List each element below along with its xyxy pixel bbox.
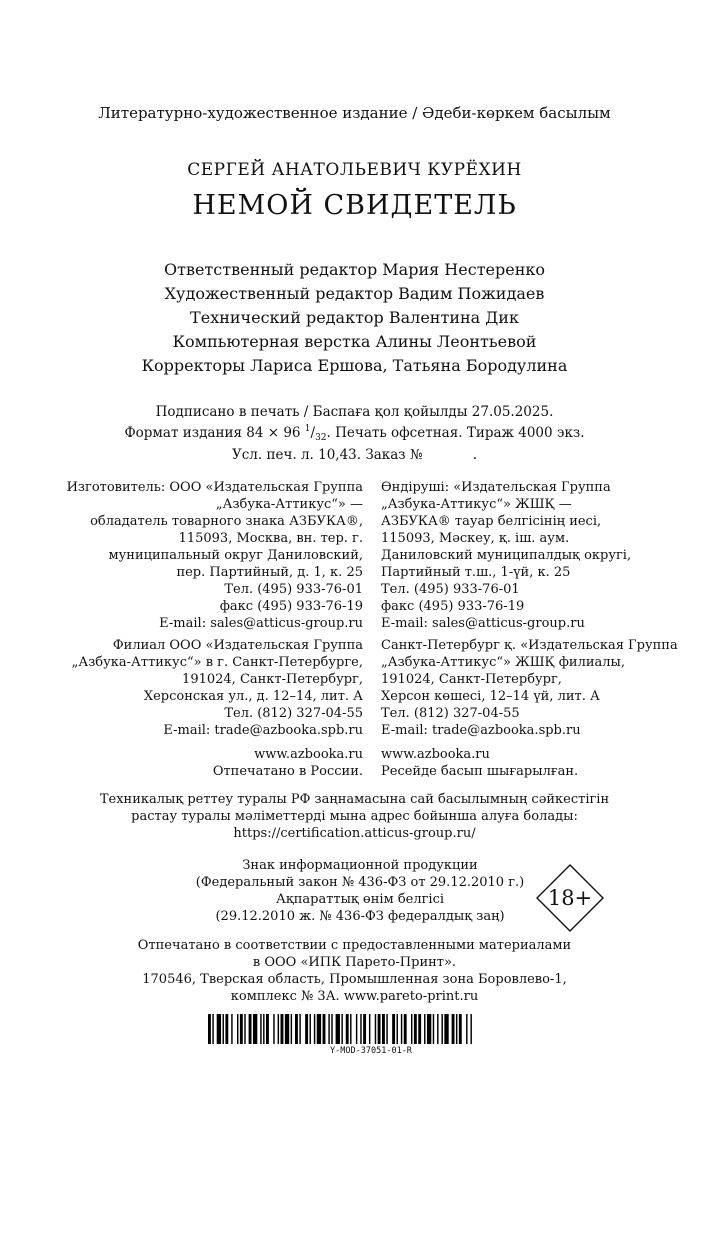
printer-line: 170546, Тверская область, Промышленная зона Боровлево-1,: [142, 972, 567, 987]
manufacturer-kz-line: 115093, Мәскеу, қ. іш. аум.: [381, 531, 570, 546]
barcode-bar: [437, 1014, 438, 1044]
barcode-bar: [244, 1014, 245, 1044]
barcode-bar: [281, 1014, 284, 1044]
barcode-bar: [299, 1014, 300, 1044]
barcode-bar: [237, 1014, 238, 1044]
barcode-bar: [249, 1014, 252, 1044]
web-kz: [381, 746, 578, 780]
branch-kz: [381, 637, 678, 739]
manufacturer-kz-line: Даниловский муниципалдық округі,: [381, 548, 632, 563]
info-line: (29.12.2010 ж. № 436-ФЗ федералдық заң): [215, 909, 505, 924]
barcode-bar: [231, 1014, 232, 1044]
manufacturer-ru-line: факс (495) 933-76-19: [219, 599, 363, 614]
info-product-block: [150, 857, 570, 925]
barcode-bar: [341, 1014, 342, 1044]
barcode-bar: [459, 1014, 462, 1044]
manufacturer-kz-line: „Азбука-Аттикус“» ЖШҚ —: [381, 497, 572, 512]
credit-line: Технический редактор Валентина Дик: [190, 308, 519, 327]
barcode-bar: [386, 1014, 387, 1044]
branch-kz-line: Херсон көшесі, 12–14 үй, лит. А: [381, 689, 600, 704]
barcode-bar: [273, 1014, 274, 1044]
printer-line: Отпечатано в соответствии с предоставленными материалами: [137, 938, 572, 953]
age-rating: 18+: [547, 886, 593, 910]
credit-line: Корректоры Лариса Ершова, Татьяна Бородулина: [141, 356, 568, 375]
barcode-bar: [305, 1014, 308, 1044]
barcode-bar: [295, 1014, 298, 1044]
printing-info: [0, 404, 709, 464]
barcode-bar: [266, 1014, 269, 1044]
manufacturer-ru-line: „Азбука-Аттикус“» —: [215, 497, 363, 512]
book-title: НЕМОЙ СВИДЕТЕЛЬ: [192, 190, 517, 221]
barcode-bar: [285, 1014, 289, 1044]
info-line: Знак информационной продукции: [242, 858, 478, 873]
barcode-bar: [328, 1014, 329, 1044]
barcode-bar: [208, 1014, 211, 1044]
conditional-text: Усл. печ. л. 10,43. Заказ №: [231, 447, 423, 463]
barcode-bar: [401, 1014, 402, 1044]
barcode-bar: [375, 1014, 376, 1044]
barcode-bar: [369, 1014, 370, 1044]
barcode-bar: [346, 1014, 349, 1044]
barcode-bar: [212, 1014, 213, 1044]
info-line: (Федеральный закон № 436-ФЗ от 29.12.2010 г.): [195, 875, 525, 890]
website-link-kz[interactable]: www.azbooka.ru: [381, 747, 490, 762]
manufacturer-ru-line: муниципальный округ Даниловский,: [108, 548, 363, 563]
barcode-bar: [414, 1014, 417, 1044]
credit-line: Ответственный редактор Мария Нестеренко: [163, 260, 546, 279]
barcode-bar: [310, 1014, 311, 1044]
barcode-bar: [424, 1014, 425, 1044]
format-line: Формат издания 84 × 96 $^1/_{32}$. Печать офсетная. Тираж 4000 экз.: [124, 424, 585, 443]
branch-ru: [72, 637, 363, 739]
credit-line: Компьютерная верстка Алины Леонтьевой: [172, 332, 537, 351]
barcode-bar: [217, 1014, 221, 1044]
manufacturer-ru-line: 115093, Москва, вн. тер. г.: [178, 531, 363, 546]
barcode-bar: [356, 1014, 357, 1044]
barcode-bar: [278, 1014, 279, 1044]
branch-ru-line: Тел. (812) 327-04-55: [224, 706, 363, 721]
barcode-bar: [240, 1014, 243, 1044]
tech-regulation: [0, 791, 709, 842]
certification-link[interactable]: https://certification.atticus-group.ru/: [233, 826, 476, 841]
barcode-bar: [427, 1014, 431, 1044]
barcode-bar: [392, 1014, 395, 1044]
format-pre: Формат издания 84 × 96: [124, 425, 301, 441]
genre-line: Литературно-художественное издание / Әдеби-көркем басылым: [98, 104, 611, 122]
barcode-bar: [444, 1014, 448, 1044]
manufacturer-ru-line: пер. Партийный, д. 1, к. 25: [176, 565, 363, 580]
manufacturer-ru-line: обладатель товарного знака АЗБУКА®,: [90, 514, 363, 529]
barcode-bar: [456, 1014, 457, 1044]
branch-ru-line: Филиал ООО «Издательская Группа: [112, 638, 363, 653]
format-denominator: 32: [315, 433, 327, 443]
barcode-bar: [397, 1014, 398, 1044]
tech-line: растау туралы мәліметтерді мына адрес бойынша алуға болады:: [131, 809, 578, 824]
credit-line: Художественный редактор Вадим Пожидаев: [164, 284, 545, 303]
barcode-bar: [263, 1014, 264, 1044]
printed-in-ru: Отпечатано в России.: [212, 764, 363, 779]
printed-in-kz: Ресейде басып шығарылған.: [381, 764, 579, 779]
author-name: СЕРГЕЙ АНАТОЛЬЕВИЧ КУРЁХИН: [187, 160, 522, 180]
signed-line: Подписано в печать / Баспаға қол қойылды 27.05.2025.: [155, 404, 554, 420]
printer-line: комплекс № 3А. www.pareto-print.ru: [230, 989, 479, 1004]
manufacturer-kz-line: Өндіруші: «Издательская Группа: [381, 480, 611, 495]
branch-kz-line: 191024, Санкт-Петербург,: [381, 672, 562, 687]
barcode-bar: [404, 1014, 407, 1044]
branch-kz-line: E-mail: trade@azbooka.spb.ru: [381, 723, 581, 738]
manufacturer-kz-line: Тел. (495) 933-76-01: [381, 582, 520, 597]
branch-ru-line: 191024, Санкт-Петербург,: [182, 672, 363, 687]
barcode-bar: [363, 1014, 366, 1044]
printer-block: [0, 937, 709, 1005]
conditional-line: [0, 447, 709, 464]
barcode-code: Y-MOD-37051-01-R: [330, 1046, 412, 1056]
conditional-end: .: [472, 447, 478, 463]
barcode-bar: [336, 1014, 340, 1044]
branch-kz-line: „Азбука-Аттикус“» ЖШҚ филиалы,: [381, 655, 625, 670]
manufacturer-ru-line: E-mail: sales@atticus-group.ru: [159, 616, 363, 631]
manufacturer-ru-line: Изготовитель: ООО «Издательская Группа: [66, 480, 363, 495]
barcode-bar: [466, 1014, 467, 1044]
barcode-bar: [225, 1014, 228, 1044]
tech-line: Техникалық реттеу туралы РФ заңнамасына сай басылымның сәйкестігін: [99, 792, 610, 807]
manufacturer-ru-line: Тел. (495) 933-76-01: [224, 582, 363, 597]
barcode-bar: [331, 1014, 332, 1044]
barcode-bar: [470, 1014, 471, 1044]
manufacturer-ru: [67, 479, 363, 632]
barcode-bar: [418, 1014, 421, 1044]
info-line: Ақпараттық өнім белгісі: [275, 892, 445, 907]
barcode-bar: [223, 1014, 224, 1044]
barcode-icon: [208, 1014, 534, 1044]
manufacturer-kz-line: факс (495) 933-76-19: [381, 599, 525, 614]
format-numerator: 1: [304, 424, 311, 434]
format-post: . Печать офсетная. Тираж 4000 экз.: [326, 425, 585, 441]
web-ru: [213, 746, 363, 780]
barcode-bar: [317, 1014, 321, 1044]
branch-kz-line: Тел. (812) 327-04-55: [381, 706, 520, 721]
manufacturer-kz: [381, 479, 631, 632]
barcode-bar: [260, 1014, 261, 1044]
barcode-bar: [360, 1014, 361, 1044]
branch-ru-line: E-mail: trade@azbooka.spb.ru: [163, 723, 363, 738]
manufacturer-kz-line: E-mail: sales@atticus-group.ru: [381, 616, 585, 631]
barcode-bar: [350, 1014, 351, 1044]
barcode-bar: [452, 1014, 455, 1044]
manufacturer-kz-line: Партийный т.ш., 1-үй, к. 25: [381, 565, 571, 580]
printer-line: в ООО «ИПК Парето-Принт».: [252, 955, 457, 970]
website-link-ru[interactable]: www.azbooka.ru: [254, 747, 363, 762]
manufacturer-kz-line: АЗБУКА® тауар белгісінің иесі,: [381, 514, 602, 529]
barcode-bar: [291, 1014, 292, 1044]
branch-ru-line: Херсонская ул., д. 12–14, лит. А: [143, 689, 363, 704]
barcode-bar: [323, 1014, 326, 1044]
barcode-bar: [378, 1014, 381, 1044]
barcode-bar: [441, 1014, 442, 1044]
branch-kz-line: Санкт-Петербург қ. «Издательская Группа: [381, 638, 678, 653]
barcode-bar: [314, 1014, 315, 1044]
barcode-bar: [411, 1014, 412, 1044]
barcode-bar: [382, 1014, 385, 1044]
credits-block: [0, 258, 709, 378]
barcode-bar: [433, 1014, 434, 1044]
branch-ru-line: „Азбука-Аттикус“» в г. Санкт-Петербурге,: [71, 655, 363, 670]
barcode-bar: [253, 1014, 257, 1044]
